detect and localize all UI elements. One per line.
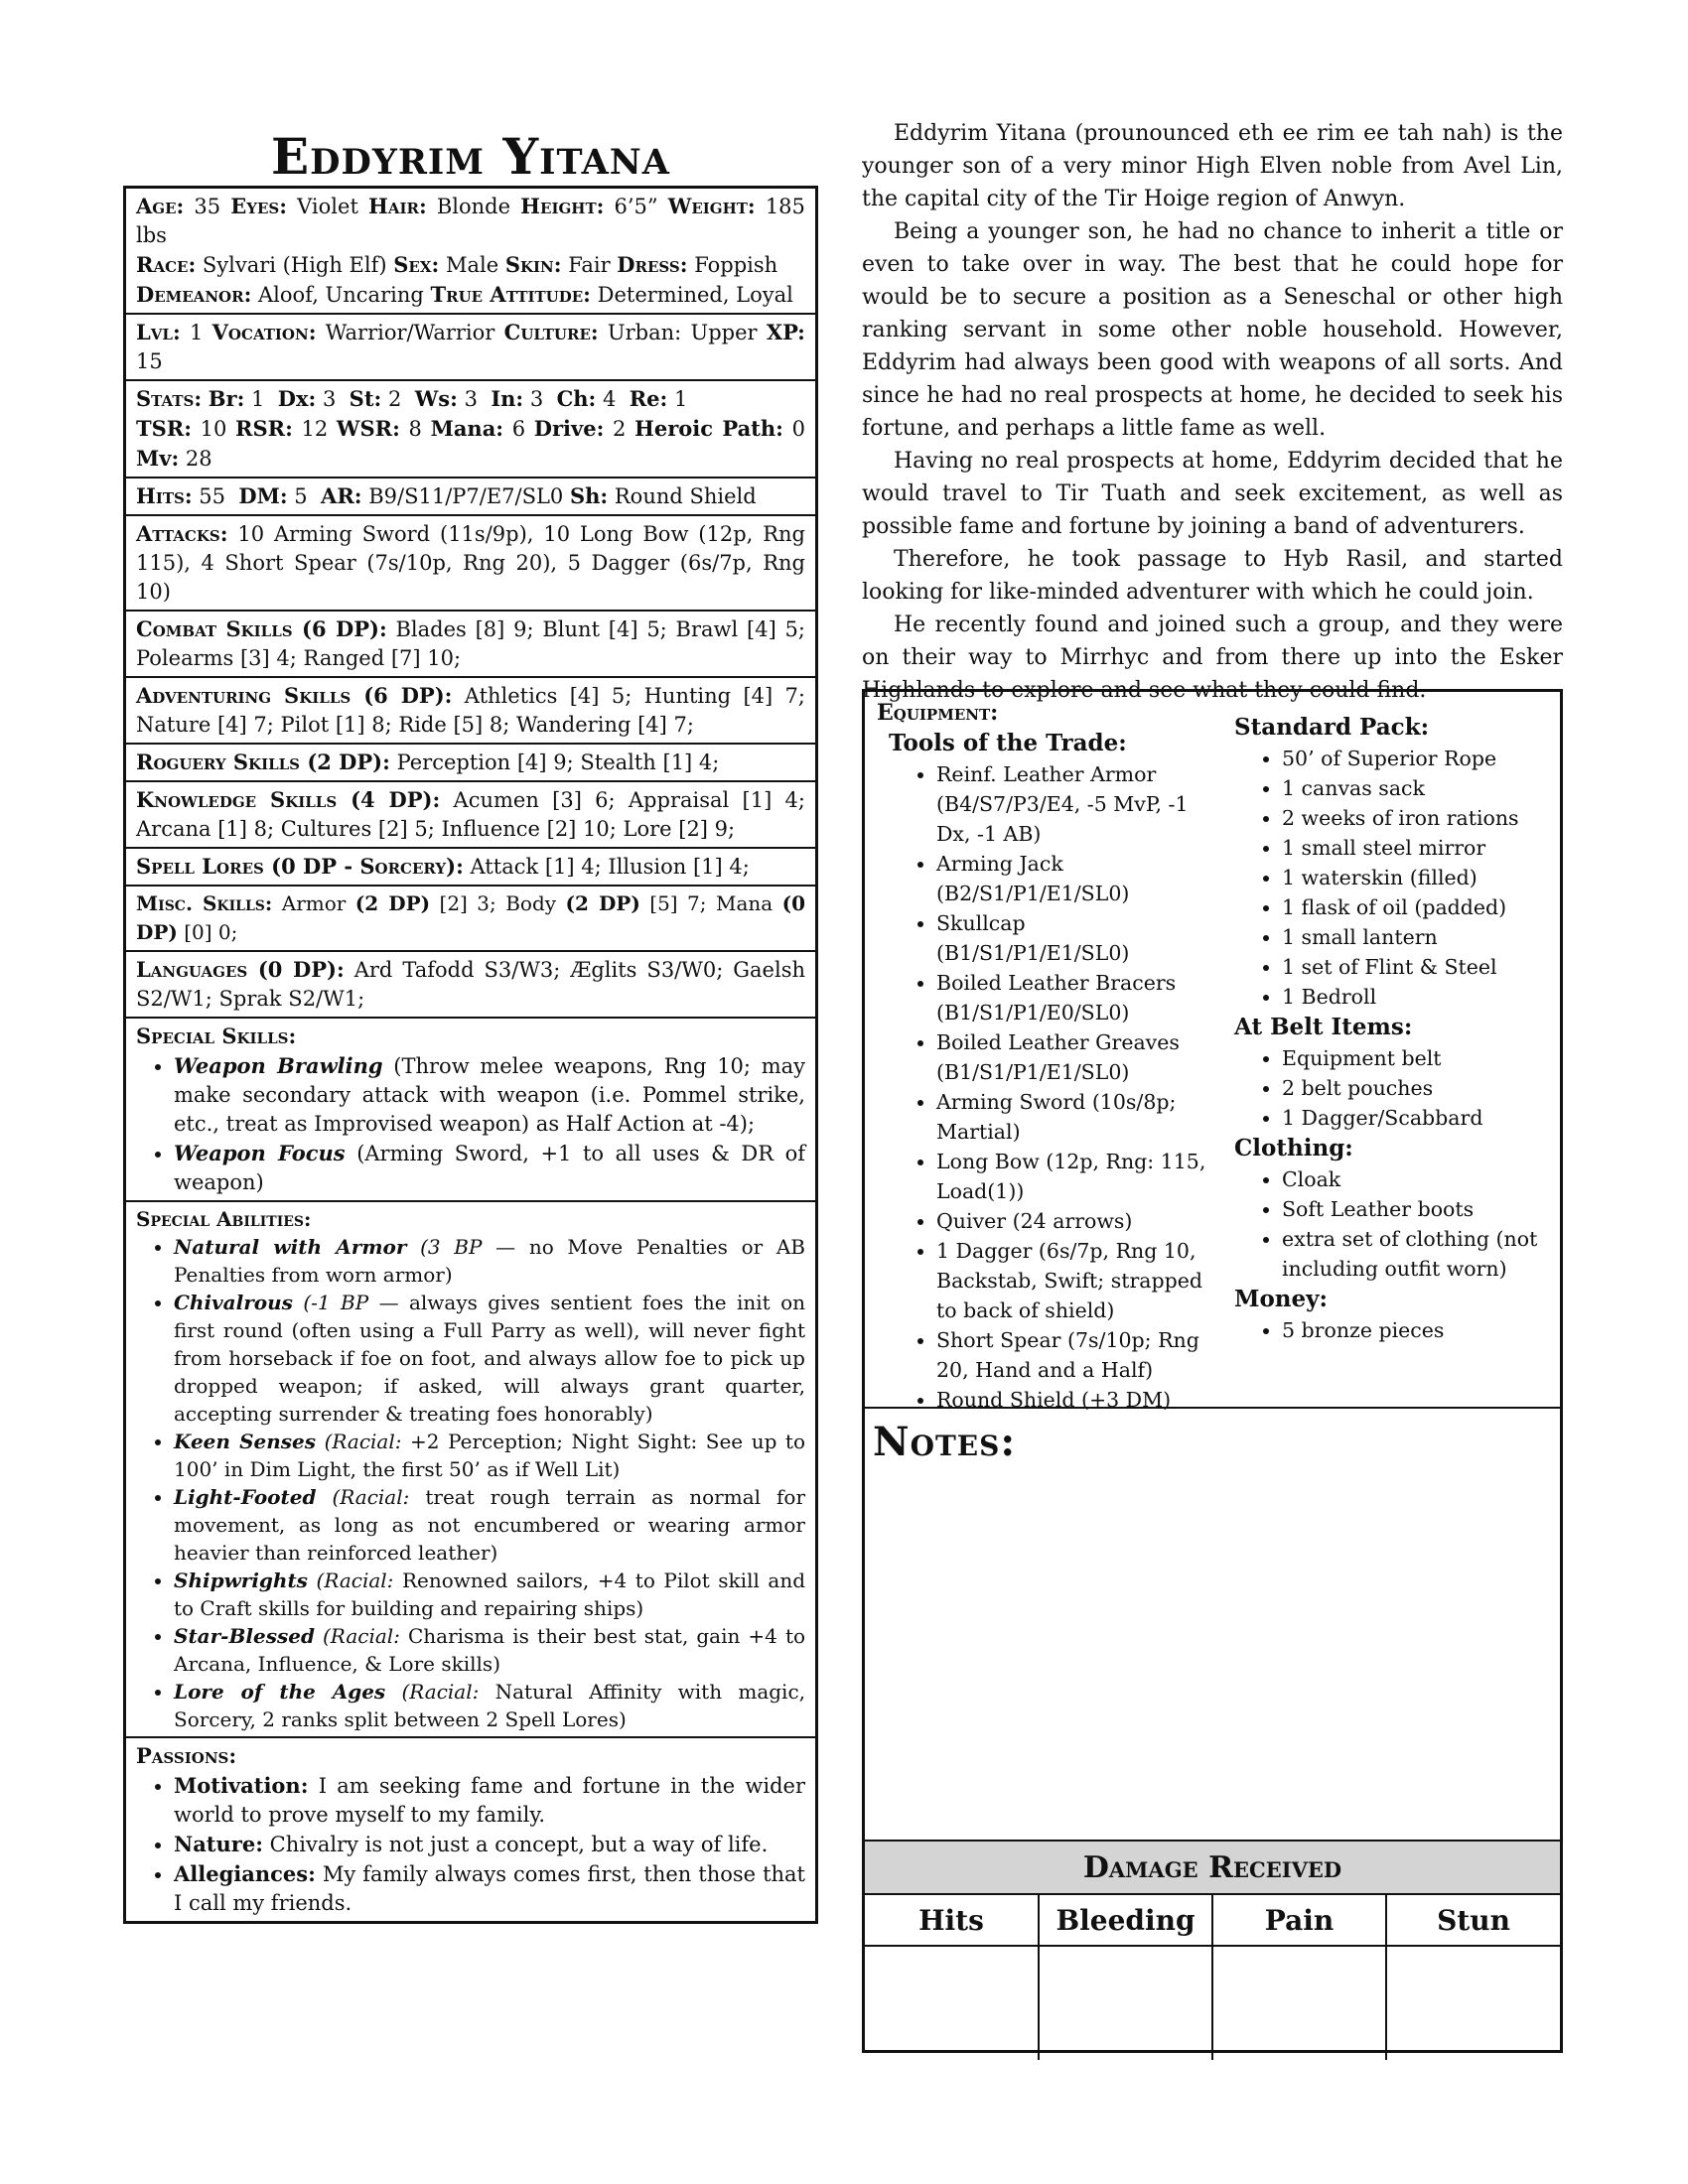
dm-label: DM: [238, 483, 288, 508]
bio-paragraph: Having no real prospects at home, Eddyrim decided that he would travel to Tir Tuath and seek excitement, as well as possible fame and fortune by joining a band of adventurers. [862, 449, 1563, 539]
heroic-path-label: Heroic Path: [634, 416, 783, 441]
languages-text: Ard Tafodd S3/W3; Æglits S3/W0; Gaelsh S2/W1; Sprak S2/W1; [136, 958, 805, 1011]
tool-item: • Arming Sword (10s/8p; Martial) [936, 1087, 1216, 1147]
damage-cell-bleeding[interactable] [1039, 1946, 1212, 2060]
special-ability-item [174, 1567, 805, 1622]
bio-paragraph: Eddyrim Yitana (prounounced eth ee rim ee tah nah) is the younger son of a very minor High Elven noble from Avel Lin, the capital city of the Tir Hoige region of Anwyn. [862, 121, 1563, 211]
stat-block [123, 186, 818, 1924]
bio-paragraph: He recently found and joined such a group, and they were on their way to Mirrhyc and from there up into the Esker Highlands to explore and see what they could find. [862, 613, 1563, 703]
roguery-skills-section [126, 745, 815, 782]
damage-column-hits: Hits [865, 1895, 1039, 1946]
dress-label: Dress: [617, 252, 688, 277]
tool-item: • Arming Jack (B2/S1/P1/E1/SL0) [936, 849, 1216, 908]
spell-lores-section [126, 849, 815, 887]
special-ability-tag: (Racial: [323, 1624, 400, 1648]
drive-value: 2 [612, 417, 627, 441]
race-label: Race: [136, 252, 197, 277]
knowledge-skills-section [126, 782, 815, 849]
culture-value: Urban: Upper [607, 321, 758, 344]
special-ability-name: Star-Blessed [174, 1624, 315, 1648]
combat-skills-text: Blades [8] 9; Blunt [4] 5; Brawl [4] 5; Polearms [3] 4; Ranged [7] 10; [136, 617, 805, 670]
mana-value: 6 [511, 417, 526, 441]
special-ability-item [174, 1289, 805, 1428]
pack-item: • 1 small steel mirror [1282, 833, 1552, 863]
money-heading: Money: [1234, 1286, 1329, 1312]
eyes-label: Eyes: [230, 194, 288, 218]
tool-item: • Quiver (24 arrows) [936, 1206, 1216, 1236]
special-ability-name: Natural with Armor [174, 1235, 407, 1259]
race-value: Sylvari (High Elf) [202, 253, 387, 277]
special-ability-tag: (-1 BP [303, 1291, 369, 1314]
special-ability-name: Shipwrights [174, 1569, 308, 1592]
special-ability-tag: (3 BP [420, 1235, 483, 1259]
in-value: 3 [529, 387, 544, 411]
level-section [126, 315, 815, 381]
notes-section[interactable] [865, 1409, 1560, 1842]
special-skills-section [126, 1019, 815, 1202]
tsr-label: TSR: [136, 416, 192, 441]
special-ability-text: Charisma is their best stat, gain +4 to Arcana, Influence, & Lore skills) [174, 1624, 806, 1676]
passions-section [126, 1738, 815, 1921]
misc-mana-value: [0] 0; [184, 920, 238, 944]
right-panel [862, 689, 1563, 2053]
misc-skills-label: Misc. Skills: [136, 891, 273, 915]
equipment-column-right [1234, 712, 1552, 1345]
dress-value: Foppish [694, 253, 778, 277]
pack-item: • 1 waterskin (filled) [1282, 863, 1552, 892]
special-ability-tag: (Racial: [401, 1680, 480, 1704]
special-ability-item [174, 1678, 805, 1733]
hair-label: Hair: [368, 194, 427, 218]
br-value: 1 [251, 387, 265, 411]
hair-value: Blonde [436, 195, 511, 218]
pack-item: • 2 weeks of iron rations [1282, 803, 1552, 833]
mv-value: 28 [185, 447, 212, 471]
basics-section [126, 189, 815, 315]
stats-label: Stats: [136, 386, 203, 411]
spell-lores-text: Attack [1] 4; Illusion [1] 4; [470, 855, 750, 879]
knowledge-skills-text: Acumen [3] 6; Appraisal [1] 4; Arcana [1] 8; Cultures [2] 5; Influence [2] 10; Lore [2] 9; [136, 788, 805, 841]
st-label: St: [349, 386, 382, 411]
damage-cell-pain[interactable] [1212, 1946, 1386, 2060]
dx-value: 3 [322, 387, 337, 411]
re-label: Re: [629, 386, 668, 411]
tool-item: • Skullcap (B1/S1/P1/E1/SL0) [936, 908, 1216, 968]
equipment-section [865, 692, 1560, 1412]
tool-item: • 1 Dagger (6s/7p, Rng 10, Backstab, Swift; strapped to back of shield) [936, 1236, 1216, 1325]
clothing-item: • Cloak [1282, 1164, 1552, 1194]
sex-value: Male [445, 253, 499, 277]
pack-item: • 1 canvas sack [1282, 773, 1552, 803]
adventuring-skills-text: Athletics [4] 5; Hunting [4] 7; Nature [4] 7; Pilot [1] 8; Ride [5] 8; Wandering [4] 7; [136, 684, 805, 737]
in-label: In: [491, 386, 524, 411]
misc-mana-dp: (0 DP) [136, 891, 806, 944]
height-value: 6’5” [614, 195, 658, 218]
clothing-item: • Soft Leather boots [1282, 1194, 1552, 1224]
tools-heading: Tools of the Trade: [889, 730, 1127, 756]
level-label: Lvl: [136, 320, 181, 344]
rsr-value: 12 [301, 417, 329, 441]
special-ability-text: — no Move Penalties or AB Penalties from worn armor) [174, 1235, 806, 1287]
special-ability-text: Natural Affinity with magic, Sorcery, 2 ranks split between 2 Spell Lores) [174, 1680, 806, 1731]
dx-label: Dx: [277, 386, 317, 411]
passion-text: I am seeking fame and fortune in the wider world to prove myself to my family. [174, 1774, 805, 1827]
tsr-value: 10 [200, 417, 227, 441]
pack-item: • 50’ of Superior Rope [1282, 744, 1552, 773]
age-value: 35 [194, 195, 221, 218]
special-ability-item [174, 1233, 805, 1289]
special-skill-item [174, 1139, 805, 1197]
tool-item: • Round Shield (+3 DM) [936, 1385, 1216, 1415]
passion-name: Allegiances: [174, 1861, 316, 1886]
equipment-column-left [889, 728, 1216, 1415]
special-skill-name: Weapon Focus [174, 1141, 346, 1165]
pack-item: • 1 small lantern [1282, 922, 1552, 952]
passion-text: Chivalry is not just a concept, but a way of life. [269, 1833, 769, 1856]
misc-body-dp: (2 DP) [565, 891, 640, 915]
biography [862, 117, 1563, 707]
notes-heading: Notes: [873, 1419, 1017, 1465]
special-skill-item [174, 1051, 805, 1139]
heroic-path-value: 0 [791, 417, 805, 441]
defense-section [126, 478, 815, 516]
misc-skills-section [126, 887, 815, 952]
bio-paragraph: Being a younger son, he had no chance to inherit a title or even to take over in way. The best that he could hope for would be to secure a position as a Seneschal or other high ranking servant in some other noble household. However, Eddyrim had always been good with weapons of all sorts. And since he had no real prospects at home, he decided to seek his fortune, and perhaps a little fame as well. [862, 219, 1563, 441]
demeanor-value: Aloof, Uncaring [258, 283, 424, 307]
pack-item: • 1 flask of oil (padded) [1282, 892, 1552, 922]
damage-column-stun: Stun [1386, 1895, 1560, 1946]
mv-label: Mv: [136, 446, 180, 471]
drive-label: Drive: [533, 416, 605, 441]
special-ability-text: — always gives sentient foes the init on first round (often using a Full Parry as well), will never fight from horseback if foe on foot, and always allow foe to pick up dropped weapon; if asked, will always grant quarter, accepting surrender & treating foes honorably) [174, 1291, 806, 1426]
special-abilities-section [126, 1202, 815, 1738]
special-ability-name: Chivalrous [174, 1291, 293, 1314]
culture-label: Culture: [503, 320, 599, 344]
knowledge-skills-label: Knowledge Skills (4 DP): [136, 787, 441, 812]
roguery-skills-text: Perception [4] 9; Stealth [1] 4; [396, 751, 720, 774]
weight-value: 185 lbs [136, 195, 805, 247]
damage-column-pain: Pain [1212, 1895, 1386, 1946]
age-label: Age: [136, 194, 185, 218]
mana-label: Mana: [430, 416, 504, 441]
xp-value: 15 [136, 349, 163, 373]
ar-label: AR: [321, 483, 362, 508]
passions-label: Passions: [136, 1743, 237, 1768]
passion-item [174, 1830, 805, 1859]
demeanor-label: Demeanor: [136, 282, 252, 307]
special-ability-text: +2 Perception; Night Sight: See up to 100’ in Dim Light, the first 50’ as if Well Lit) [174, 1430, 805, 1481]
damage-heading: Damage Received [865, 1842, 1560, 1895]
damage-column-bleeding: Bleeding [1039, 1895, 1212, 1946]
eyes-value: Violet [297, 195, 358, 218]
stats-section [126, 381, 815, 478]
dm-value: 5 [294, 484, 308, 508]
combat-skills-section [126, 612, 815, 678]
misc-body-name: Body [505, 891, 557, 915]
re-value: 1 [674, 387, 688, 411]
special-ability-tag: (Racial: [316, 1569, 394, 1592]
clothing-heading: Clothing: [1234, 1135, 1353, 1161]
misc-body-value: [5] 7; [649, 891, 707, 915]
wsr-label: WSR: [336, 416, 400, 441]
rsr-label: RSR: [235, 416, 293, 441]
sh-label: Sh: [569, 483, 609, 508]
roguery-skills-label: Roguery Skills (2 DP): [136, 750, 390, 774]
xp-label: XP: [766, 320, 805, 344]
vocation-value: Warrior/Warrior [325, 321, 495, 344]
sex-label: Sex: [393, 252, 440, 277]
special-skill-text: (Arming Sword, +1 to all uses & DR of weapon) [174, 1142, 806, 1194]
ch-value: 4 [603, 387, 617, 411]
character-name: Eddyrim Yitana [271, 127, 670, 186]
belt-heading: At Belt Items: [1234, 1014, 1413, 1040]
clothing-item: • extra set of clothing (not including outfit worn) [1282, 1224, 1552, 1284]
attacks-label: Attacks: [136, 521, 228, 546]
languages-section [126, 952, 815, 1019]
special-ability-name: Light-Footed [174, 1485, 317, 1509]
damage-cell-hits[interactable] [865, 1946, 1039, 2060]
misc-armor-dp: (2 DP) [354, 891, 431, 915]
ws-label: Ws: [414, 386, 458, 411]
misc-mana-name: Mana [715, 891, 774, 915]
equipment-heading: Equipment: [877, 700, 999, 726]
special-ability-text: Renowned sailors, +4 to Pilot skill and to Craft skills for building and repairing ships) [174, 1569, 806, 1620]
ws-value: 3 [464, 387, 478, 411]
belt-item: • 1 Dagger/Scabbard [1282, 1103, 1552, 1133]
attacks-text: 10 Arming Sword (11s/9p), 10 Long Bow (12p, Rng 115), 4 Short Spear (7s/10p, Rng 20), 5 Dagger (6s/7p, Rng 10) [136, 522, 805, 604]
tool-item: • Boiled Leather Greaves (B1/S1/P1/E1/SL0) [936, 1027, 1216, 1087]
tool-item: • Long Bow (12p, Rng: 115, Load(1)) [936, 1147, 1216, 1206]
tool-item: • Boiled Leather Bracers (B1/S1/P1/E0/SL0) [936, 968, 1216, 1027]
attacks-section [126, 516, 815, 612]
tool-item: • Short Spear (7s/10p; Rng 20, Hand and a Half) [936, 1325, 1216, 1385]
tool-item: • Reinf. Leather Armor (B4/S7/P3/E4, -5 MvP, -1 Dx, -1 AB) [936, 759, 1216, 849]
skin-label: Skin: [504, 252, 562, 277]
passion-item [174, 1859, 805, 1918]
special-skills-label: Special Skills: [136, 1024, 297, 1048]
weight-label: Weight: [667, 194, 756, 218]
money-item: • 5 bronze pieces [1282, 1315, 1552, 1345]
special-ability-item [174, 1622, 805, 1678]
misc-armor-value: [2] 3; [439, 891, 496, 915]
special-ability-item [174, 1428, 805, 1483]
adventuring-skills-section [126, 678, 815, 745]
special-skill-name: Weapon Brawling [174, 1053, 383, 1078]
adventuring-skills-label: Adventuring Skills (6 DP): [136, 683, 453, 708]
hits-label: Hits: [136, 483, 193, 508]
spell-lores-label: Spell Lores (0 DP - Sorcery): [136, 854, 464, 879]
bio-paragraph: Therefore, he took passage to Hyb Rasil, and started looking for like-minded adventurer with which he could join. [862, 547, 1563, 605]
special-ability-item [174, 1483, 805, 1567]
special-ability-tag: (Racial: [332, 1485, 410, 1509]
attitude-value: Determined, Loyal [597, 283, 793, 307]
special-skill-text: (Throw melee weapons, Rng 10; may make secondary attack with weapon (i.e. Pommel strike, etc., treat as Improvised weapon) as Half Action at -4); [174, 1054, 806, 1136]
pack-item: • 1 Bedroll [1282, 982, 1552, 1012]
special-ability-name: Lore of the Ages [174, 1680, 386, 1704]
br-label: Br: [208, 386, 245, 411]
combat-skills-label: Combat Skills (6 DP): [136, 616, 387, 641]
belt-item: • Equipment belt [1282, 1043, 1552, 1073]
ch-label: Ch: [556, 386, 597, 411]
passion-name: Nature: [174, 1832, 263, 1856]
misc-armor-name: Armor [281, 891, 347, 915]
passion-text: My family always comes first, then those that I call my friends. [174, 1862, 806, 1915]
skin-value: Fair [568, 253, 611, 277]
pack-item: • 1 set of Flint & Steel [1282, 952, 1552, 982]
special-ability-tag: (Racial: [324, 1430, 402, 1453]
st-value: 2 [387, 387, 402, 411]
pack-heading: Standard Pack: [1234, 714, 1430, 741]
special-abilities-label: Special Abilities: [136, 1207, 312, 1231]
languages-label: Languages (0 DP): [136, 957, 345, 982]
wsr-value: 8 [408, 417, 422, 441]
ar-value: B9/S11/P7/E7/SL0 [368, 484, 564, 508]
sh-value: Round Shield [614, 484, 757, 508]
special-ability-text: treat rough terrain as normal for movement, as long as not encumbered or wearing armor heavier than reinforced leather) [174, 1485, 806, 1565]
attitude-label: True Attitude: [430, 282, 591, 307]
hits-value: 55 [199, 484, 226, 508]
special-ability-name: Keen Senses [174, 1430, 317, 1453]
level-value: 1 [189, 321, 204, 344]
passion-name: Motivation: [174, 1773, 309, 1798]
passion-item [174, 1771, 805, 1830]
height-label: Height: [520, 194, 605, 218]
belt-item: • 2 belt pouches [1282, 1073, 1552, 1103]
vocation-label: Vocation: [211, 320, 317, 344]
damage-cell-stun[interactable] [1386, 1946, 1560, 2060]
damage-table [865, 1895, 1560, 2060]
